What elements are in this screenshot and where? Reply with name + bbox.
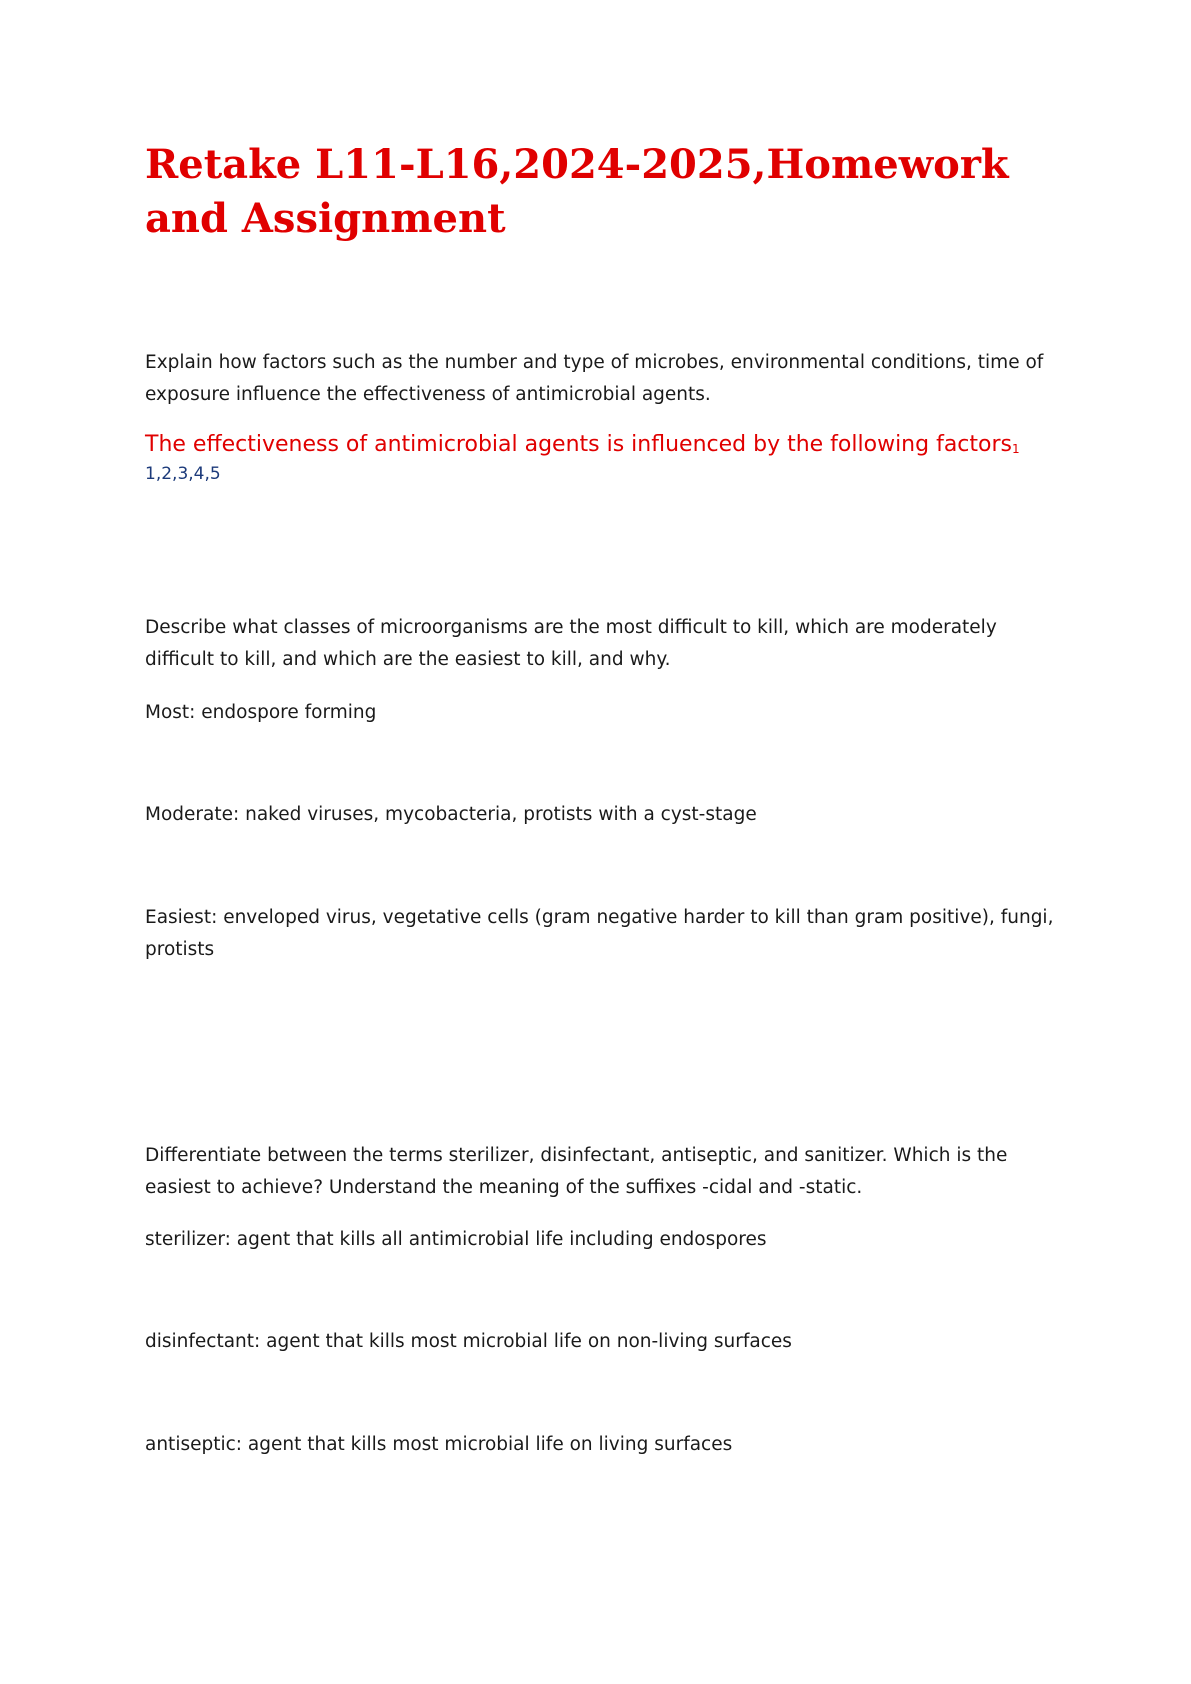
- answer-1: [145, 430, 1065, 462]
- answer-3-disinfectant: disinfectant: agent that kills most microbial life on non-living surfaces: [145, 1331, 792, 1352]
- footnote-marker: 1: [1012, 442, 1020, 456]
- question-3: Differentiate between the terms sterilizer, disinfectant, antiseptic, and sanitizer. Which is the easiest to achieve? Understand the meaning of the suffixes -cidal and -static.: [145, 1145, 1008, 1198]
- answer-3-antiseptic: antiseptic: agent that kills most microbial life on living surfaces: [145, 1434, 733, 1455]
- answer-2-moderate: Moderate: naked viruses, mycobacteria, protists with a cyst-stage: [145, 804, 757, 825]
- answer-1-text: The effectiveness of antimicrobial agents is influenced by the following factors: [145, 432, 1012, 457]
- document-title: Retake L11-L16,2024-2025,Homework and Assignment: [145, 141, 1009, 242]
- question-2: Describe what classes of microorganisms are the most difficult to kill, which are moderately difficult to kill, and which are the easiest to kill, and why.: [145, 617, 997, 670]
- answer-2-easiest: Easiest: enveloped virus, vegetative cells (gram negative harder to kill than gram positive), fungi, protists: [145, 907, 1054, 960]
- reference-list: 1,2,3,4,5: [145, 464, 221, 484]
- answer-2-most: Most: endospore forming: [145, 702, 377, 723]
- answer-3-sterilizer: sterilizer: agent that kills all antimicrobial life including endospores: [145, 1229, 767, 1250]
- question-1: Explain how factors such as the number and type of microbes, environmental conditions, time of exposure influence the effectiveness of antimicrobial agents.: [145, 352, 1044, 405]
